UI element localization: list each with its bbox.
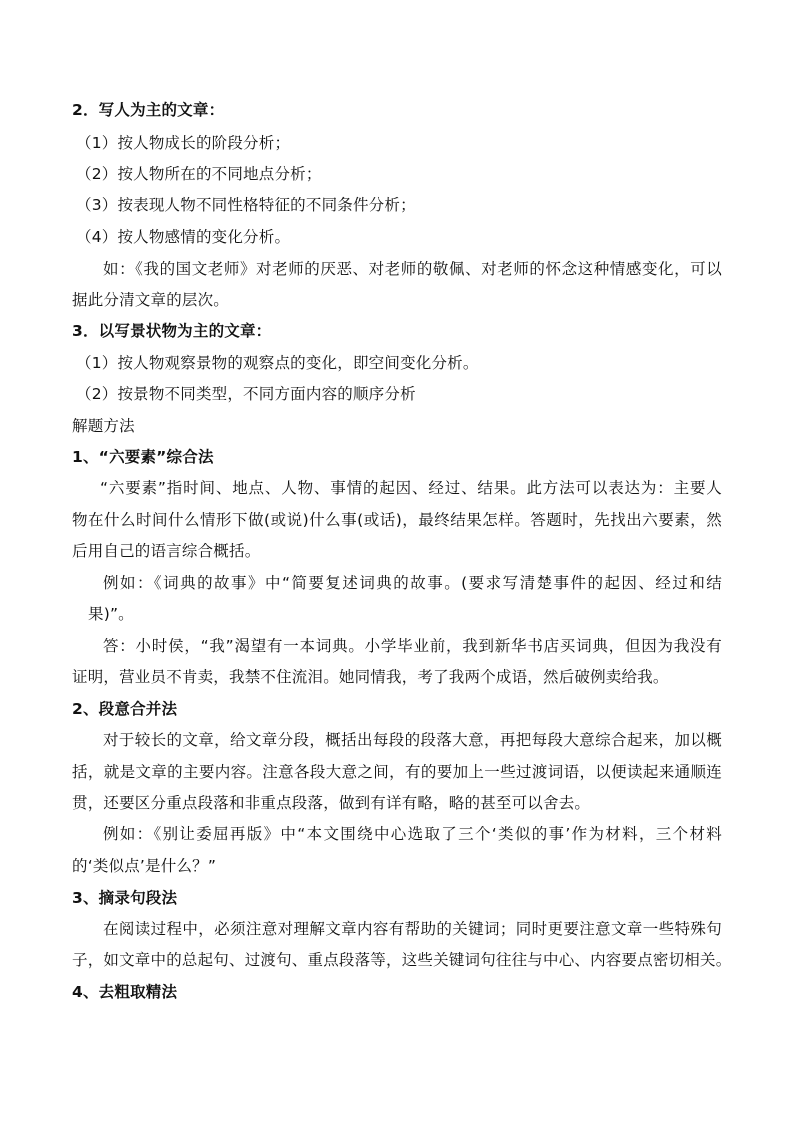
paragraph-line: 子，如文章中的总起句、过渡句、重点段落等，这些关键词句往往与中心、内容要点密切相关。 <box>72 951 732 969</box>
paragraph-line: 对于较长的文章，给文章分段，概括出每段的段落大意，再把每段大意综合起来，加以概 <box>103 731 722 749</box>
example-line: 例如：《别让委屈再版》中“本文围绕中心选取了三个‘类似的事’作为材料，三个材料 <box>103 825 722 843</box>
paragraph-line: 括，就是文章的主要内容。注意各段大意之间，有的要加上一些过渡词语，以便读起来通顺连 <box>72 763 722 781</box>
method-2-title: 2、段意合并法 <box>72 700 178 718</box>
example-line: 的‘类似点’是什么？” <box>72 857 217 875</box>
example-line: 果)”。 <box>88 605 134 623</box>
paragraph-line: 物在什么时间什么情形下做(或说)什么事(或话)，最终结果怎样。答题时，先找出六要素，然 <box>72 511 722 529</box>
list-item: （4）按人物感情的变化分析。 <box>76 228 291 246</box>
example-line: 例如：《词典的故事》中“简要复述词典的故事。(要求写清楚事件的起因、经过和结 <box>103 574 722 592</box>
methods-title: 解题方法 <box>72 417 135 435</box>
list-item: （2）按景物不同类型，不同方面内容的顺序分析 <box>76 385 416 403</box>
list-item: （2）按人物所在的不同地点分析； <box>76 165 322 183</box>
paragraph-line: 在阅读过程中，必须注意对理解文章内容有帮助的关键词；同时更要注意文章一些特殊句 <box>103 920 722 938</box>
heading-3: 3．以写景状物为主的文章： <box>72 322 272 340</box>
method-4-title: 4、去粗取精法 <box>72 983 178 1001</box>
paragraph-line: 贯，还要区分重点段落和非重点段落，做到有详有略，略的甚至可以舍去。 <box>72 794 591 812</box>
example-line: 据此分清文章的层次。 <box>72 291 230 309</box>
list-item: （1）按人物观察景物的观察点的变化，即空间变化分析。 <box>76 354 479 372</box>
answer-line: 证明，营业员不肯卖，我禁不住流泪。她同情我，考了我两个成语，然后破例卖给我。 <box>72 668 669 686</box>
method-1-title: 1、“六要素”综合法 <box>72 448 214 466</box>
paragraph-line: 后用自己的语言综合概括。 <box>72 542 261 560</box>
paragraph-line: “六要素”指时间、地点、人物、事情的起因、经过、结果。此方法可以表达为：主要人 <box>100 479 722 497</box>
list-item: （1）按人物成长的阶段分析； <box>76 134 291 152</box>
list-item: （3）按表现人物不同性格特征的不同条件分析； <box>76 196 416 214</box>
method-3-title: 3、摘录句段法 <box>72 889 178 907</box>
example-line: 如：《我的国文老师》对老师的厌恶、对老师的敬佩、对老师的怀念这种情感变化，可以 <box>103 260 722 278</box>
answer-line: 答：小时侯，“我”渴望有一本词典。小学毕业前，我到新华书店买词典，但因为我没有 <box>103 637 722 655</box>
heading-2: 2．写人为主的文章： <box>72 101 225 119</box>
